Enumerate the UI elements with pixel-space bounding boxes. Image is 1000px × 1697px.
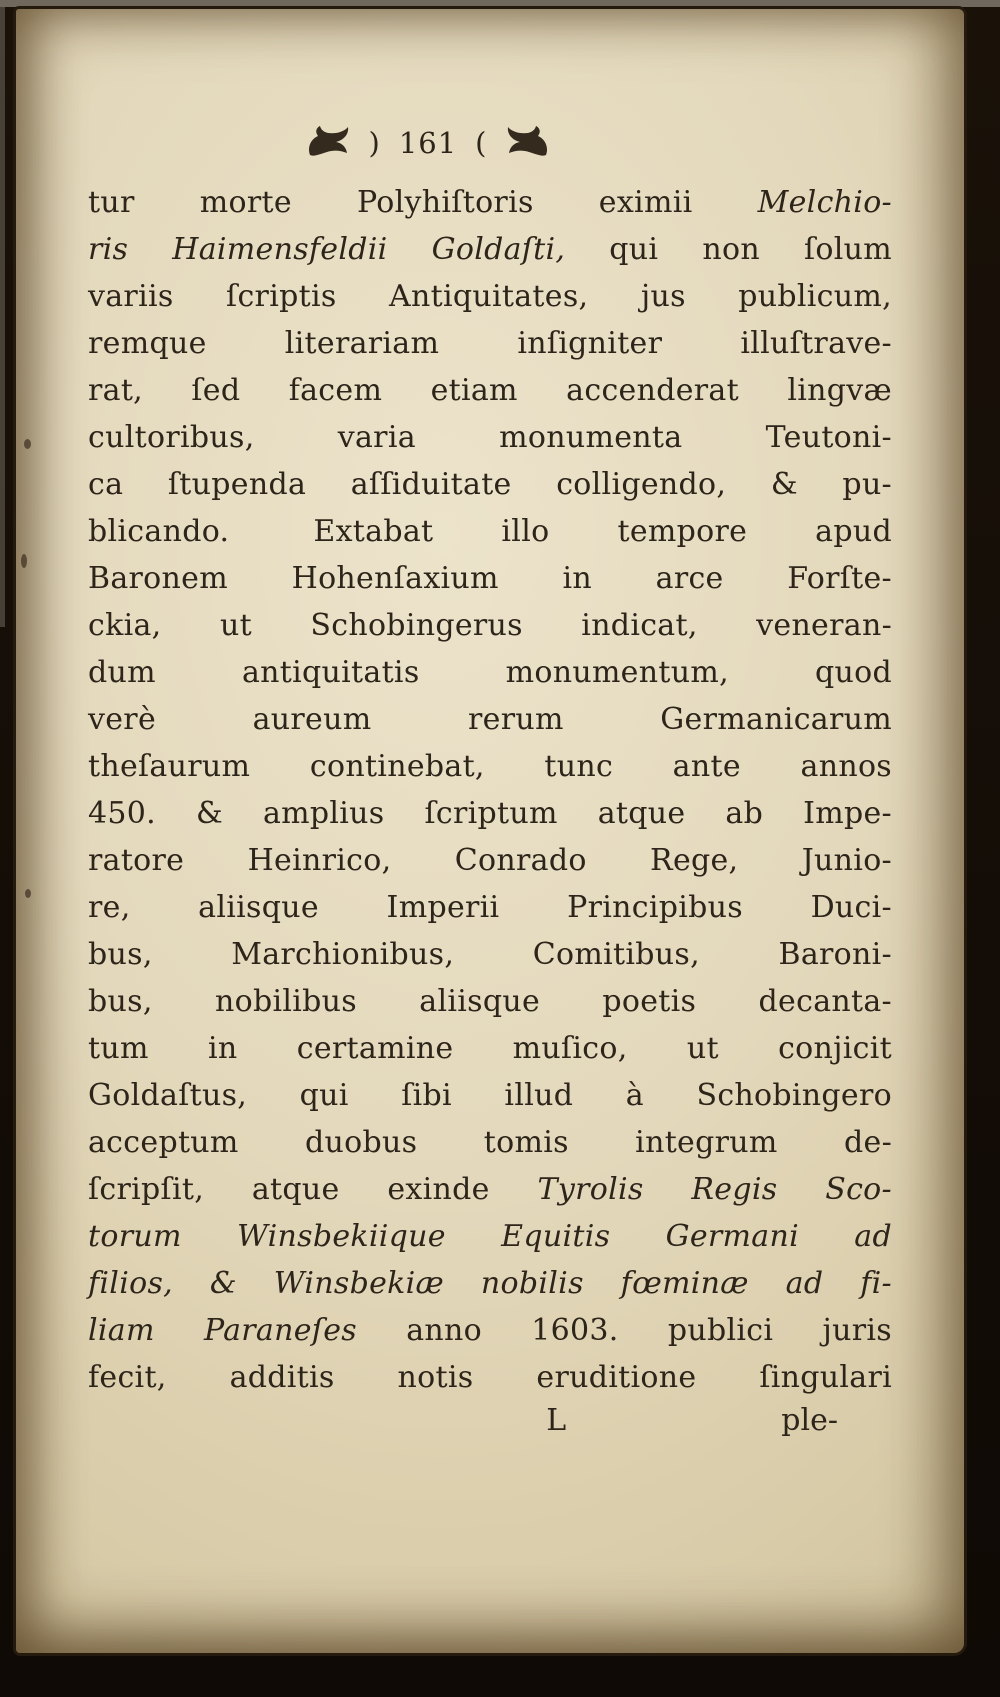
italic-text: torum Winsbekiique Equitis Germani ad [88, 1219, 892, 1254]
roman-text: qui non ſolum [565, 232, 892, 267]
text-line [88, 1213, 892, 1260]
text-line [88, 743, 892, 790]
italic-text: ris Haimensfeldii Goldaſti, [88, 232, 566, 267]
roman-text: 450. & amplius ſcriptum atque ab Impe- [88, 796, 892, 831]
roman-text: dum antiquitatis monumentum, quod [88, 655, 892, 690]
text-block [88, 121, 892, 1450]
roman-text: bus, Marchionibus, Comitibus, Baroni- [88, 937, 892, 972]
page-header [26, 121, 830, 165]
text-line [88, 461, 892, 508]
text-line [88, 696, 892, 743]
roman-text: ca ſtupenda aſſiduitate colligendo, & pu- [88, 467, 892, 502]
ink-speck [21, 554, 27, 568]
roman-text: rat, ſed facem etiam accenderat lingvæ [88, 373, 892, 408]
roman-text: tum in certamine muſico, ut conjicit [88, 1031, 892, 1066]
roman-text: ratore Heinrico, Conrado Rege, Junio- [88, 843, 892, 878]
roman-text: acceptum duobus tomis integrum de- [88, 1125, 892, 1160]
roman-text: fecit, additis notis eruditione ſingulari [88, 1360, 892, 1395]
text-line [88, 978, 892, 1025]
text-line [88, 1260, 892, 1307]
roman-text: cultoribus, varia monumenta Teutoni- [88, 420, 892, 455]
text-line [88, 226, 892, 273]
roman-text: theſaurum continebat, tunc ante annos [88, 749, 892, 784]
text-line [88, 367, 892, 414]
text-line [88, 1166, 892, 1213]
text-line [88, 414, 892, 461]
ink-speck [25, 889, 31, 898]
roman-text: blicando. [88, 514, 230, 549]
roman-text: anno 1603. publici juris [356, 1313, 892, 1348]
roman-text: re, aliisque Imperii Principibus Duci- [88, 890, 892, 925]
roman-text: ſcripſit, atque exinde [88, 1172, 538, 1207]
open-paren: ) [368, 126, 381, 160]
roman-text: bus, nobilibus aliisque poetis decanta- [88, 984, 892, 1019]
ink-speck [24, 439, 31, 449]
catchword: ple- [781, 1403, 838, 1438]
roman-text: verè aureum rerum Germanicarum [88, 702, 892, 737]
roman-text: Goldaſtus, qui ſibi illud à Schobingero [88, 1078, 892, 1113]
page-number-group [368, 126, 487, 160]
roman-text: tur morte Polyhiſtoris eximii [88, 185, 758, 220]
text-line [88, 837, 892, 884]
text-line [88, 602, 892, 649]
book-page-paper [16, 9, 964, 1653]
roman-text: remque literariam inſigniter illuſtrave- [88, 326, 892, 361]
body-lines [88, 179, 892, 1401]
text-line [88, 1354, 892, 1401]
italic-text: Melchio- [757, 185, 892, 220]
page-number: 161 [398, 126, 458, 160]
text-line [88, 179, 892, 226]
roman-text: variis ſcriptis Antiquitates, jus publicum, [88, 279, 892, 314]
signature-mark: L [546, 1403, 567, 1438]
italic-text: Tyrolis Regis Sco- [537, 1172, 892, 1207]
text-line [88, 790, 892, 837]
text-line [88, 884, 892, 931]
text-line [88, 1307, 892, 1354]
close-paren: ( [475, 126, 488, 160]
text-line [88, 1119, 892, 1166]
italic-text: liam Paraneſes [88, 1313, 357, 1348]
italic-text: filios, & Winsbekiæ nobilis fœminæ ad fi- [88, 1266, 892, 1301]
text-line [88, 1072, 892, 1119]
fleuron-right-icon [504, 125, 550, 161]
text-line [88, 508, 892, 555]
text-line [88, 931, 892, 978]
roman-text: ckia, ut Schobingerus indicat, veneran- [88, 608, 892, 643]
text-line [88, 649, 892, 696]
page-footer [88, 1403, 892, 1450]
text-line [88, 320, 892, 367]
fleuron-left-icon [306, 125, 352, 161]
roman-text: Extabat illo tempore apud [313, 514, 892, 549]
text-line [88, 273, 892, 320]
roman-text: Baronem Hohenſaxium in arce Forſte- [88, 561, 892, 596]
text-line [88, 555, 892, 602]
text-line [88, 1025, 892, 1072]
